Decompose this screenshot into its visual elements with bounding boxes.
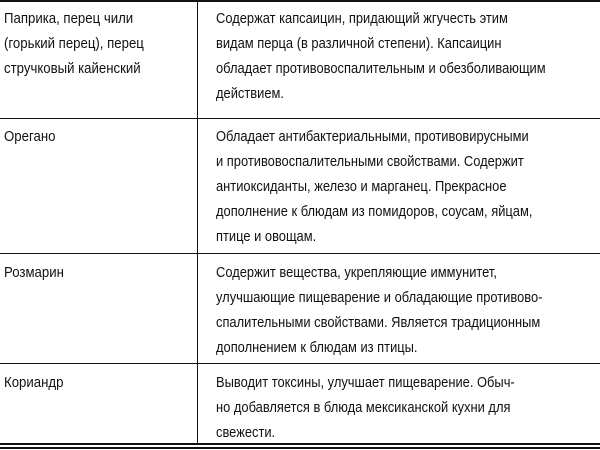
- spice-name-line: стручковый кайенский: [4, 60, 141, 77]
- spice-description-cell: [216, 260, 596, 360]
- spice-description-line: антиоксиданты, железо и марганец. Прекрасное: [216, 178, 507, 195]
- spice-description-line: но добавляется в блюда мексиканской кухни для: [216, 399, 511, 416]
- spice-description-line: действием.: [216, 85, 284, 102]
- spice-description-line: птице и овощам.: [216, 228, 317, 245]
- table-top-rule: [0, 0, 600, 2]
- spice-description-line: видам перца (в различной степени). Капсаицин: [216, 35, 502, 52]
- spice-description-line: улучшающие пищеварение и обладающие противово-: [216, 289, 543, 306]
- spice-name-cell: [4, 370, 192, 395]
- spice-name-line: Розмарин: [4, 264, 64, 281]
- column-divider: [197, 0, 198, 443]
- spice-name-cell: [4, 260, 192, 285]
- spice-description-line: дополнением к блюдам из птицы.: [216, 339, 418, 356]
- spice-description-line: Содержит вещества, укрепляющие иммунитет,: [216, 264, 497, 281]
- row-separator: [0, 253, 600, 254]
- spice-description-line: Содержат капсаицин, придающий жгучесть этим: [216, 10, 508, 27]
- row-separator: [0, 118, 600, 119]
- spice-description-line: Выводит токсины, улучшает пищеварение. Обыч-: [216, 374, 515, 391]
- spice-name-cell: [4, 124, 192, 149]
- spice-name-line: Кориандр: [4, 374, 64, 391]
- spice-description-line: обладает противовоспалительным и обезболивающим: [216, 60, 546, 77]
- spice-description-cell: [216, 6, 596, 106]
- spice-description-line: спалительными свойствами. Является традиционным: [216, 314, 541, 331]
- spice-description-cell: [216, 124, 596, 249]
- spice-description-cell: [216, 370, 596, 445]
- spice-description-line: и противовоспалительными свойствами. Содержит: [216, 153, 524, 170]
- spice-name-line: Паприка, перец чили: [4, 10, 134, 27]
- table-bottom-rule: [0, 443, 600, 445]
- spice-name-cell: [4, 6, 192, 81]
- spice-description-line: свежести.: [216, 424, 276, 441]
- table-bottom-rule: [0, 447, 600, 449]
- spice-description-line: дополнение к блюдам из помидоров, соусам, яйцам,: [216, 203, 533, 220]
- spice-description-line: Обладает антибактериальными, противовирусными: [216, 128, 529, 145]
- row-separator: [0, 363, 600, 364]
- spice-name-line: Орегано: [4, 128, 56, 145]
- spice-name-line: (горький перец), перец: [4, 35, 144, 52]
